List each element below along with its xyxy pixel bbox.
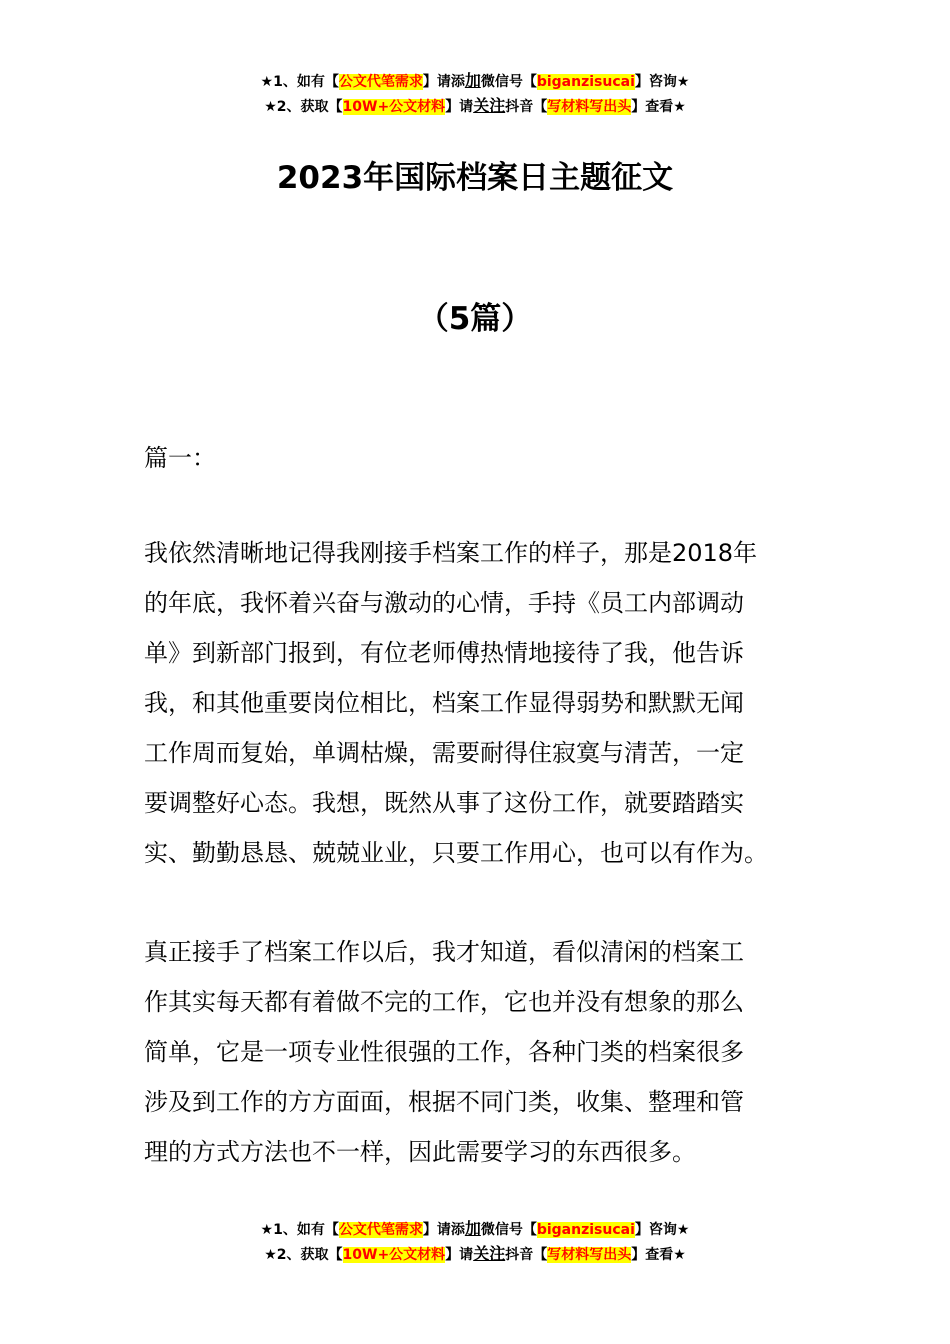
banner-line-1 [0, 69, 950, 94]
paragraph-line: 涉及到工作的方方面面，根据不同门类，收集、整理和管 [144, 1088, 744, 1116]
footer-banner [0, 1217, 950, 1267]
paragraph-line: 实、勤勤恳恳、兢兢业业，只要工作用心，也可以有作为。 [144, 839, 768, 867]
paragraph-line: 我依然清晰地记得我刚接手档案工作的样子，那是2018年 [144, 539, 758, 567]
banner-line-1 [0, 1217, 950, 1242]
banner-text: ★2、获取【 [264, 99, 343, 115]
paragraph-line: 理的方式方法也不一样，因此需要学习的东西很多。 [144, 1138, 696, 1166]
paragraph-line: 真正接手了档案工作以后，我才知道，看似清闲的档案工 [144, 938, 744, 966]
paragraph-line: 作其实每天都有着做不完的工作，它也并没有想象的那么 [144, 988, 744, 1016]
banner-text: 】请添 [422, 74, 465, 90]
banner-line-2 [0, 94, 950, 119]
highlight-writing-service: 公文代笔需求 [338, 1222, 423, 1238]
banner-text: 】请 [445, 99, 474, 115]
banner-text: 】咨询★ [634, 74, 690, 90]
banner-text: 】查看★ [631, 99, 686, 115]
document-title: 2023年国际档案日主题征文 [276, 160, 674, 196]
banner-text: 抖音【 [505, 99, 548, 115]
banner-underlined-text: 加 [464, 1219, 481, 1238]
paragraph-line: 工作周而复始，单调枯燥，需要耐得住寂寞与清苦，一定 [144, 739, 744, 767]
banner-text: 】查看★ [631, 1247, 686, 1263]
paragraph-line: 的年底，我怀着兴奋与激动的心情，手持《员工内部调动 [144, 589, 744, 617]
highlight-wechat-id: biganzisucai [536, 74, 635, 90]
highlight-wechat-id: biganzisucai [536, 1222, 635, 1238]
highlight-writing-service: 公文代笔需求 [338, 74, 423, 90]
banner-text: ★2、获取【 [264, 1247, 343, 1263]
paragraph-line: 要调整好心态。我想，既然从事了这份工作，就要踏踏实 [144, 789, 744, 817]
banner-text: 】咨询★ [634, 1222, 690, 1238]
paragraph-2 [144, 927, 809, 1177]
paragraph-1 [144, 528, 809, 878]
highlight-materials: 10W+公文材料 [342, 99, 446, 115]
document-subtitle: （5篇） [417, 301, 533, 337]
banner-underlined-text: 加 [464, 71, 481, 90]
banner-text: ★1、如有【 [260, 1222, 339, 1238]
banner-text: 微信号【 [480, 74, 537, 90]
banner-text: 抖音【 [505, 1247, 548, 1263]
section-heading: 篇一： [144, 444, 216, 472]
highlight-materials: 10W+公文材料 [342, 1247, 446, 1263]
banner-line-2 [0, 1242, 950, 1267]
banner-text: 微信号【 [480, 1222, 537, 1238]
banner-text: 】请 [445, 1247, 474, 1263]
banner-underlined-text: 关注 [473, 1244, 506, 1263]
highlight-douyin-account: 写材料写出头 [547, 99, 632, 115]
header-banner [0, 69, 950, 119]
banner-text: 】请添 [422, 1222, 465, 1238]
paragraph-line: 单》到新部门报到，有位老师傅热情地接待了我，他告诉 [144, 639, 744, 667]
paragraph-line: 简单，它是一项专业性很强的工作，各种门类的档案很多 [144, 1038, 744, 1066]
banner-text: ★1、如有【 [260, 74, 339, 90]
banner-underlined-text: 关注 [473, 96, 506, 115]
paragraph-line: 我，和其他重要岗位相比，档案工作显得弱势和默默无闻 [144, 689, 744, 717]
highlight-douyin-account: 写材料写出头 [547, 1247, 632, 1263]
